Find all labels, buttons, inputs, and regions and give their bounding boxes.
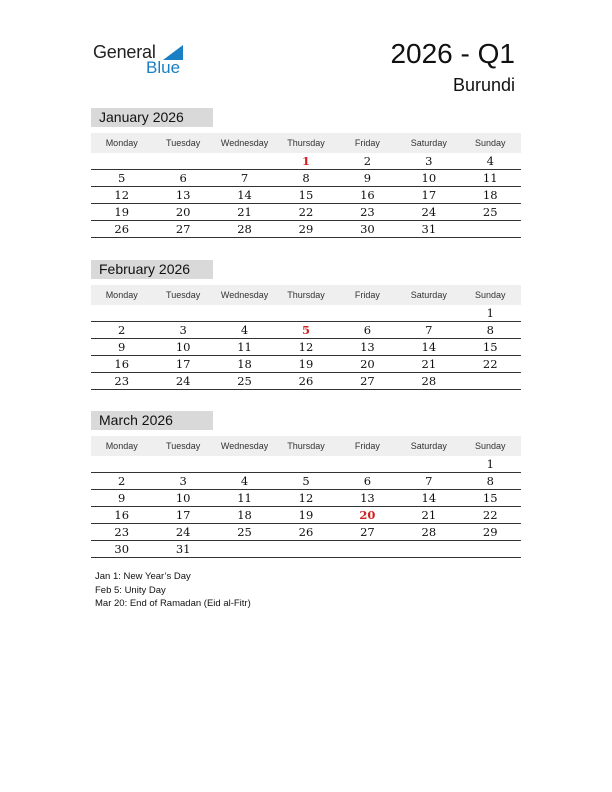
day-cell: 21 [421,508,437,522]
day-cell: 17 [421,188,437,202]
day-cell: 3 [179,323,187,337]
weekday-header: Wednesday [220,441,269,451]
weekday-header: Tuesday [166,441,201,451]
weekday-header: Wednesday [220,138,269,148]
week-row [91,356,521,373]
day-cell: 22 [482,508,498,522]
day-cell [214,541,275,557]
day-cell: 7 [240,171,249,185]
day-cell: 4 [240,323,249,337]
day-cell: 24 [175,525,191,539]
day-cell: 17 [175,508,191,522]
week-row [91,221,521,238]
day-cell: 18 [482,188,498,202]
day-cell: 28 [421,525,437,539]
weekday-header: Wednesday [220,290,269,300]
day-cell: 11 [482,171,498,185]
day-cell [91,456,152,472]
day-cell [152,456,213,472]
day-cell: 19 [298,508,314,522]
day-cell [152,305,213,321]
day-cell: 12 [114,188,130,202]
weekday-header: Saturday [410,138,447,148]
day-cell: 27 [360,374,375,388]
day-cell: 10 [175,491,191,505]
day-cell: 15 [482,340,498,354]
day-cell: 2 [118,323,126,337]
week-row [91,490,521,507]
week-row [91,473,521,490]
day-cell [460,221,521,237]
weekday-header: Thursday [287,441,325,451]
day-cell: 20 [360,357,375,371]
day-cell: 24 [175,374,191,388]
weekday-header-row [91,285,521,305]
week-row [91,322,521,339]
day-cell [152,153,213,169]
day-cell: 17 [175,357,191,371]
day-cell: 29 [482,525,498,539]
week-row [91,524,521,541]
weekday-header: Tuesday [166,290,201,300]
day-cell: 28 [237,222,252,236]
weekday-header: Sunday [474,441,506,451]
weekday-header: Friday [354,290,380,300]
day-cell: 26 [298,374,314,388]
day-cell: 31 [175,542,191,556]
day-cell: 20 [175,205,191,219]
country-name: Burundi [452,75,515,95]
weekday-header-row [91,133,521,153]
day-cell: 1 [486,457,494,471]
day-cell: 26 [114,222,130,236]
day-cell: 15 [482,491,498,505]
day-cell: 13 [360,491,375,505]
weekday-header: Friday [354,138,380,148]
day-cell: 3 [179,474,187,488]
month-march [91,411,521,558]
week-row [91,541,521,558]
day-cell [214,153,275,169]
day-cell [337,305,398,321]
day-cell: 18 [237,508,252,522]
day-cell: 13 [175,188,191,202]
day-cell [91,153,152,169]
day-cell [337,456,398,472]
weekday-header: Saturday [410,441,447,451]
day-cell: 21 [421,357,437,371]
day-cell: 25 [237,525,252,539]
week-row [91,153,521,170]
holiday-day-cell: 5 [301,323,310,337]
day-cell: 14 [421,340,437,354]
weekday-header: Saturday [410,290,447,300]
week-row [91,187,521,204]
holiday-day-cell: 20 [359,508,376,522]
day-cell: 2 [118,474,126,488]
day-cell: 6 [179,171,187,185]
day-cell: 5 [118,171,126,185]
day-cell: 31 [421,222,437,236]
day-cell: 9 [363,171,372,185]
weekday-header: Thursday [287,290,325,300]
day-cell [275,456,336,472]
day-cell [398,541,459,557]
day-cell: 27 [175,222,191,236]
day-cell: 9 [118,491,126,505]
day-cell: 30 [114,542,130,556]
week-row [91,339,521,356]
day-cell: 11 [237,340,252,354]
day-cell [91,305,152,321]
week-row [91,170,521,187]
day-cell: 1 [486,306,494,320]
holiday-note: Mar 20: End of Ramadan (Eid al-Fitr) [95,598,251,609]
day-cell: 9 [118,340,126,354]
day-cell: 18 [237,357,252,371]
day-cell: 10 [175,340,191,354]
day-cell: 24 [421,205,437,219]
day-cell: 25 [482,205,498,219]
holiday-day-cell: 1 [301,154,310,168]
day-cell [275,541,336,557]
day-cell: 16 [360,188,375,202]
day-cell: 8 [486,323,494,337]
month-february [91,260,521,390]
day-cell [460,541,521,557]
day-cell: 16 [114,508,130,522]
holiday-note: Feb 5: Unity Day [95,584,166,596]
day-cell: 12 [298,491,314,505]
weekday-header: Sunday [474,290,506,300]
day-cell: 29 [298,222,314,236]
day-cell: 6 [363,323,372,337]
day-cell [214,456,275,472]
day-cell: 14 [237,188,252,202]
day-cell: 27 [360,525,375,539]
day-cell: 4 [240,474,249,488]
weekday-header: Sunday [474,138,506,148]
day-cell: 19 [114,205,130,219]
day-cell: 14 [421,491,437,505]
weekday-header: Monday [105,441,138,451]
weekday-header: Monday [105,138,138,148]
day-cell [337,541,398,557]
day-cell: 22 [298,205,314,219]
day-cell: 25 [237,374,252,388]
week-row [91,507,521,524]
day-cell: 4 [486,154,494,168]
day-cell: 7 [425,474,433,488]
logo [93,42,193,78]
logo-blue-text: Blue [146,58,181,77]
day-cell: 23 [114,525,130,539]
day-cell: 7 [425,323,433,337]
weekday-header: Monday [105,290,138,300]
month-title: February 2026 [91,260,213,279]
day-cell: 23 [114,374,130,388]
weekday-header: Tuesday [166,138,201,148]
day-cell: 3 [425,154,433,168]
weekday-header-row [91,436,521,456]
month-title: March 2026 [91,411,213,430]
day-cell: 5 [302,474,310,488]
weekday-header: Friday [354,441,380,451]
holiday-note: Jan 1: New Year’s Day [95,571,191,582]
day-cell: 6 [363,474,372,488]
day-cell: 21 [237,205,252,219]
day-cell: 8 [302,171,310,185]
day-cell: 2 [363,154,372,168]
day-cell [398,456,459,472]
day-cell: 19 [298,357,314,371]
day-cell: 16 [114,357,130,371]
day-cell: 23 [360,205,375,219]
day-cell: 11 [237,491,252,505]
day-cell: 8 [486,474,494,488]
day-cell: 30 [360,222,375,236]
day-cell [398,305,459,321]
month-title: January 2026 [91,108,213,127]
page-title: 2026 - Q1 [390,38,515,69]
weekday-header: Thursday [287,138,325,148]
week-row [91,373,521,390]
day-cell [275,305,336,321]
day-cell: 26 [298,525,314,539]
day-cell: 22 [482,357,498,371]
day-cell: 28 [421,374,437,388]
day-cell: 10 [421,171,437,185]
week-row [91,305,521,322]
week-row [91,456,521,473]
month-january [91,108,521,238]
day-cell [214,305,275,321]
logo-general-text: General [93,42,156,62]
day-cell: 13 [360,340,375,354]
day-cell: 12 [298,340,314,354]
holiday-notes [95,570,251,611]
day-cell [460,373,521,389]
week-row [91,204,521,221]
day-cell: 15 [298,188,314,202]
